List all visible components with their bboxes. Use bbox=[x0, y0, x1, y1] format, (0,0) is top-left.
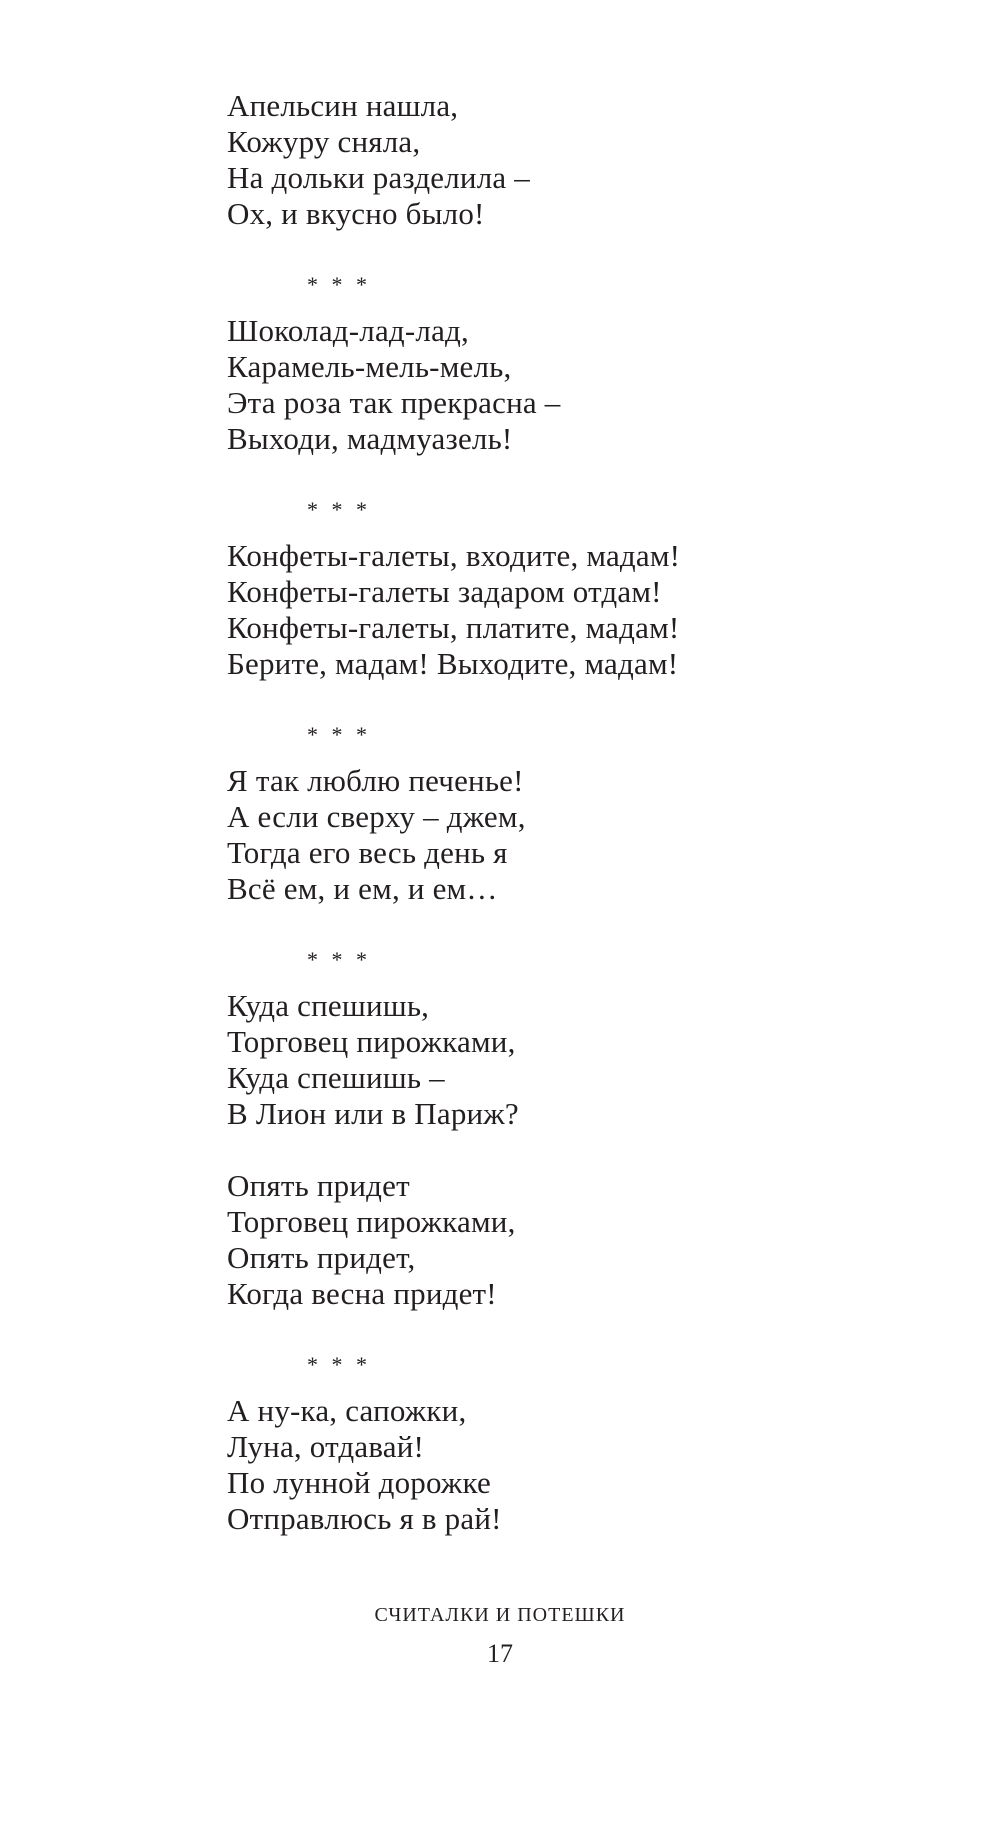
poem-line: Конфеты-галеты, входите, мадам! bbox=[227, 538, 681, 573]
poem-line: Опять придет bbox=[227, 1168, 410, 1203]
asterism-separator: * * * bbox=[307, 947, 371, 972]
asterism-separator: * * * bbox=[307, 497, 371, 522]
poem-orange bbox=[227, 88, 887, 232]
poem-line: Торговец пирожками, bbox=[227, 1204, 516, 1239]
poem-line: Конфеты-галеты, платите, мадам! bbox=[227, 610, 680, 645]
poem-moon-boots bbox=[227, 1393, 887, 1537]
poem-line: Апельсин нашла, bbox=[227, 88, 459, 123]
poem-line: Опять придет, bbox=[227, 1240, 416, 1275]
poem-line: На дольки разделила – bbox=[227, 160, 530, 195]
poem-line: Когда весна придет! bbox=[227, 1276, 497, 1311]
poem-line: Торговец пирожками, bbox=[227, 1024, 516, 1059]
poem-line: По лунной дорожке bbox=[227, 1465, 491, 1500]
poem-line: Всё ем, и ем, и ем… bbox=[227, 871, 498, 906]
running-title: СЧИТАЛКИ И ПОТЕШКИ bbox=[374, 1604, 626, 1626]
poem-line: Куда спешишь, bbox=[227, 988, 430, 1023]
poem-chocolate bbox=[227, 313, 887, 457]
poem-line: Карамель-мель-мель, bbox=[227, 349, 512, 384]
poem-line: Шоколад-лад-лад, bbox=[227, 313, 469, 348]
poem-line: Эта роза так прекрасна – bbox=[227, 385, 561, 420]
poem-cookies bbox=[227, 763, 887, 907]
asterism-separator: * * * bbox=[307, 1352, 371, 1377]
poem-line: А если сверху – джем, bbox=[227, 799, 526, 834]
poem-line: А ну-ка, сапожки, bbox=[227, 1393, 467, 1428]
poem-line: Ох, и вкусно было! bbox=[227, 196, 485, 231]
poem-pie-seller-stanza-1 bbox=[227, 988, 887, 1132]
poem-line: Берите, мадам! Выходите, мадам! bbox=[227, 646, 679, 681]
page-number: 17 bbox=[487, 1639, 513, 1668]
poem-collection bbox=[227, 88, 887, 1537]
asterism-separator: * * * bbox=[307, 722, 371, 747]
poem-line: Конфеты-галеты задаром отдам! bbox=[227, 574, 662, 609]
poem-line: Кожуру сняла, bbox=[227, 124, 421, 159]
poem-line: В Лион или в Париж? bbox=[227, 1096, 519, 1131]
poem-candies bbox=[227, 538, 887, 682]
asterism-separator: * * * bbox=[307, 272, 371, 297]
poem-line: Луна, отдавай! bbox=[227, 1429, 425, 1464]
poem-line: Я так люблю печенье! bbox=[227, 763, 524, 798]
poem-line: Куда спешишь – bbox=[227, 1060, 445, 1095]
poem-pie-seller-stanza-2 bbox=[227, 1168, 887, 1312]
poem-line: Выходи, мадмуазель! bbox=[227, 421, 513, 456]
poem-line: Отправлюсь я в рай! bbox=[227, 1501, 502, 1536]
poem-line: Тогда его весь день я bbox=[227, 835, 508, 870]
